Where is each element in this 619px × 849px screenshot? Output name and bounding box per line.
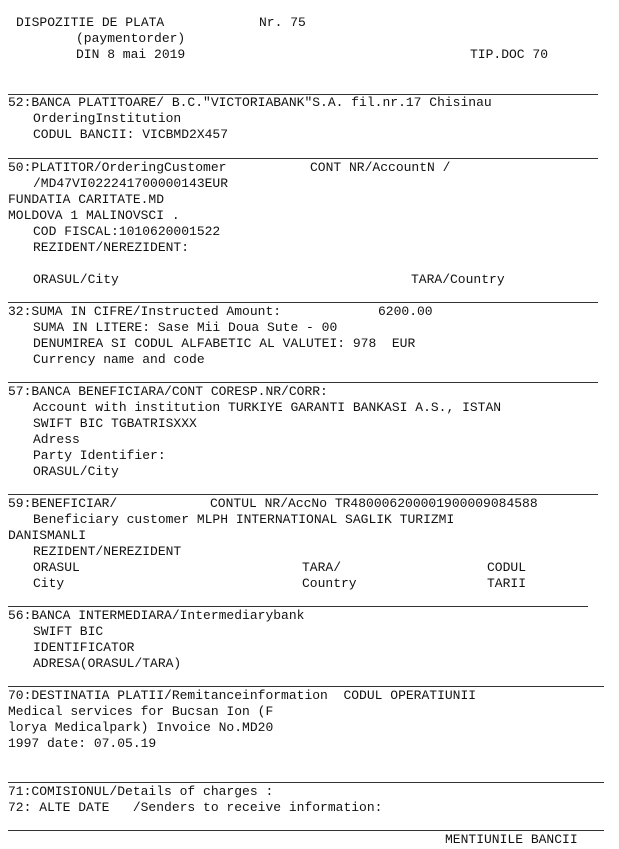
document-title: DISPOZITIE DE PLATA xyxy=(16,15,165,30)
amount-in-words: SUMA IN LITERE: Sase Mii Doua Sute - 00 xyxy=(33,320,338,335)
amount-currency-en: Currency name and code xyxy=(33,352,205,367)
purpose-text-2: lorya Medicalpark) Invoice No.MD20 xyxy=(8,720,274,735)
payer-label: 50:PLATITOR/OrderingCustomer xyxy=(8,160,227,175)
divider xyxy=(8,782,604,783)
beneficiary-label: 59:BENEFICIAR/ xyxy=(8,496,118,511)
beneficiary-customer-cont: DANISMANLI xyxy=(8,528,87,543)
divider xyxy=(8,494,598,495)
payer-bank-ordering-institution: OrderingInstitution xyxy=(33,111,182,126)
purpose-text-1: Medical services for Bucsan Ion (F xyxy=(8,704,274,719)
payer-name: FUNDATIA CARITATE.MD xyxy=(8,192,165,207)
other-data-label: 72: ALTE DATE /Senders to receive information: xyxy=(8,800,383,815)
beneficiary-bank-label: 57:BANCA BENEFICIARA/CONT CORESP.NR/CORR: xyxy=(8,384,328,399)
purpose-label: 70:DESTINATIA PLATII/Remitanceinformation CODUL OPERATIUNII xyxy=(8,688,477,703)
beneficiary-city-label-en: City xyxy=(33,576,65,591)
payer-fiscal-code: COD FISCAL:1010620001522 xyxy=(33,224,221,239)
intermediary-bank-label: 56:BANCA INTERMEDIARA/Intermediarybank xyxy=(8,608,305,623)
beneficiary-bank-city: ORASUL/City xyxy=(33,464,119,479)
divider xyxy=(8,606,588,607)
beneficiary-account: CONTUL NR/AccNo TR480006200001900009084588 xyxy=(210,496,538,511)
payer-country-label: TARA/Country xyxy=(411,272,505,287)
document-number: Nr. 75 xyxy=(259,15,306,30)
charges-label: 71:COMISIONUL/Details of charges : xyxy=(8,784,274,799)
beneficiary-city-label: ORASUL xyxy=(33,560,80,575)
divider xyxy=(8,830,604,831)
beneficiary-country-code-label-2: TARII xyxy=(487,576,527,591)
document-subtitle: (paymentorder) xyxy=(76,31,186,46)
beneficiary-bank-address: Adress xyxy=(33,432,80,447)
divider xyxy=(8,686,604,687)
divider xyxy=(8,382,598,383)
intermediary-swift: SWIFT BIC xyxy=(33,624,104,639)
bank-notes-label: MENTIUNILE BANCII xyxy=(445,832,578,847)
beneficiary-bank-swift: SWIFT BIC TGBATRISXXX xyxy=(33,416,197,431)
beneficiary-country-label-en: Country xyxy=(302,576,357,591)
beneficiary-bank-party-identifier: Party Identifier: xyxy=(33,448,166,463)
amount-label: 32:SUMA IN CIFRE/Instructed Amount: xyxy=(8,304,282,319)
beneficiary-country-code-label: CODUL xyxy=(487,560,527,575)
payer-address: MOLDOVA 1 MALINOVSCI . xyxy=(8,208,180,223)
payer-resident: REZIDENT/NEREZIDENT: xyxy=(33,240,190,255)
intermediary-address: ADRESA(ORASUL/TARA) xyxy=(33,656,182,671)
divider xyxy=(8,158,598,159)
document-date: DIN 8 mai 2019 xyxy=(76,47,186,62)
payer-bank-code: CODUL BANCII: VICBMD2X457 xyxy=(33,127,229,142)
beneficiary-resident: REZIDENT/NEREZIDENT xyxy=(33,544,182,559)
amount-currency: DENUMIREA SI CODUL ALFABETIC AL VALUTEI: 978 EUR xyxy=(33,336,416,351)
document-type: TIP.DOC 70 xyxy=(470,47,549,62)
payer-account: /MD47VI022241700000143EUR xyxy=(33,176,229,191)
payer-city-label: ORASUL/City xyxy=(33,272,119,287)
beneficiary-bank-institution: Account with institution TURKIYE GARANTI BANKASI A.S., ISTAN xyxy=(33,400,502,415)
purpose-text-3: 1997 date: 07.05.19 xyxy=(8,736,157,751)
beneficiary-customer: Beneficiary customer MLPH INTERNATIONAL SAGLIK TURIZMI xyxy=(33,512,455,527)
payer-bank-line: 52:BANCA PLATITOARE/ B.C."VICTORIABANK"S.A. fil.nr.17 Chisinau xyxy=(8,95,492,110)
amount-value: 6200.00 xyxy=(378,304,433,319)
intermediary-identifier: IDENTIFICATOR xyxy=(33,640,135,655)
payer-account-label: CONT NR/AccountN / xyxy=(310,160,451,175)
beneficiary-country-label: TARA/ xyxy=(302,560,342,575)
divider xyxy=(8,302,598,303)
